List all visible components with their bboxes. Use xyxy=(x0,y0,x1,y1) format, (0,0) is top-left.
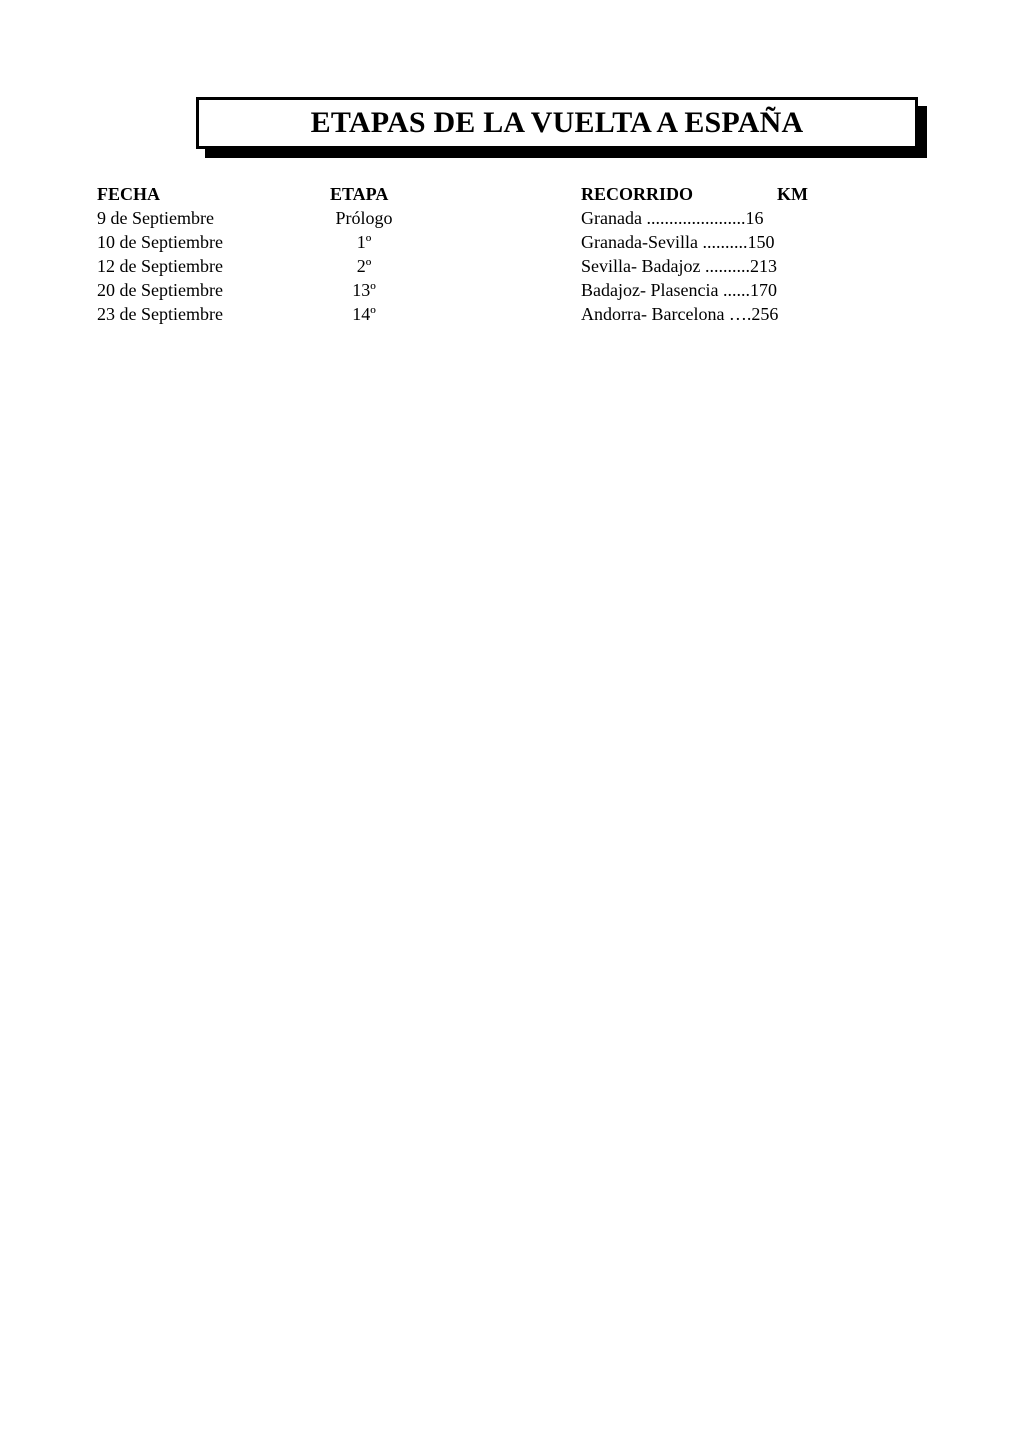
stage-date: 20 de Septiembre xyxy=(97,280,223,300)
column-header-etapa: ETAPA xyxy=(330,184,389,204)
stage-number: 14º xyxy=(352,304,376,324)
column-header-km: KM xyxy=(777,184,808,204)
column-header-recorrido: RECORRIDO xyxy=(581,184,694,204)
table-header-row xyxy=(0,182,1024,206)
stage-date: 23 de Septiembre xyxy=(97,304,223,324)
stage-number: 13º xyxy=(352,280,376,300)
stage-number: 1º xyxy=(356,232,372,252)
page-title: ETAPAS DE LA VUELTA A ESPAÑA xyxy=(310,106,804,139)
table-row xyxy=(0,254,1024,278)
stage-date: 12 de Septiembre xyxy=(97,256,223,276)
table-row xyxy=(0,302,1024,326)
stage-route-km: Granada-Sevilla ..........150 xyxy=(581,232,775,252)
table-row xyxy=(0,278,1024,302)
stage-number: 2º xyxy=(356,256,372,276)
stages-table xyxy=(0,0,1024,400)
stage-date: 9 de Septiembre xyxy=(97,208,214,228)
table-row xyxy=(0,206,1024,230)
stage-route-km: Andorra- Barcelona ….256 xyxy=(581,304,779,324)
stage-route-km: Sevilla- Badajoz ..........213 xyxy=(581,256,777,276)
column-header-fecha: FECHA xyxy=(97,184,160,204)
stage-route-km: Badajoz- Plasencia ......170 xyxy=(581,280,777,300)
stage-number: Prólogo xyxy=(335,208,393,228)
stage-date: 10 de Septiembre xyxy=(97,232,223,252)
stage-route-km: Granada ......................16 xyxy=(581,208,764,228)
table-row xyxy=(0,230,1024,254)
